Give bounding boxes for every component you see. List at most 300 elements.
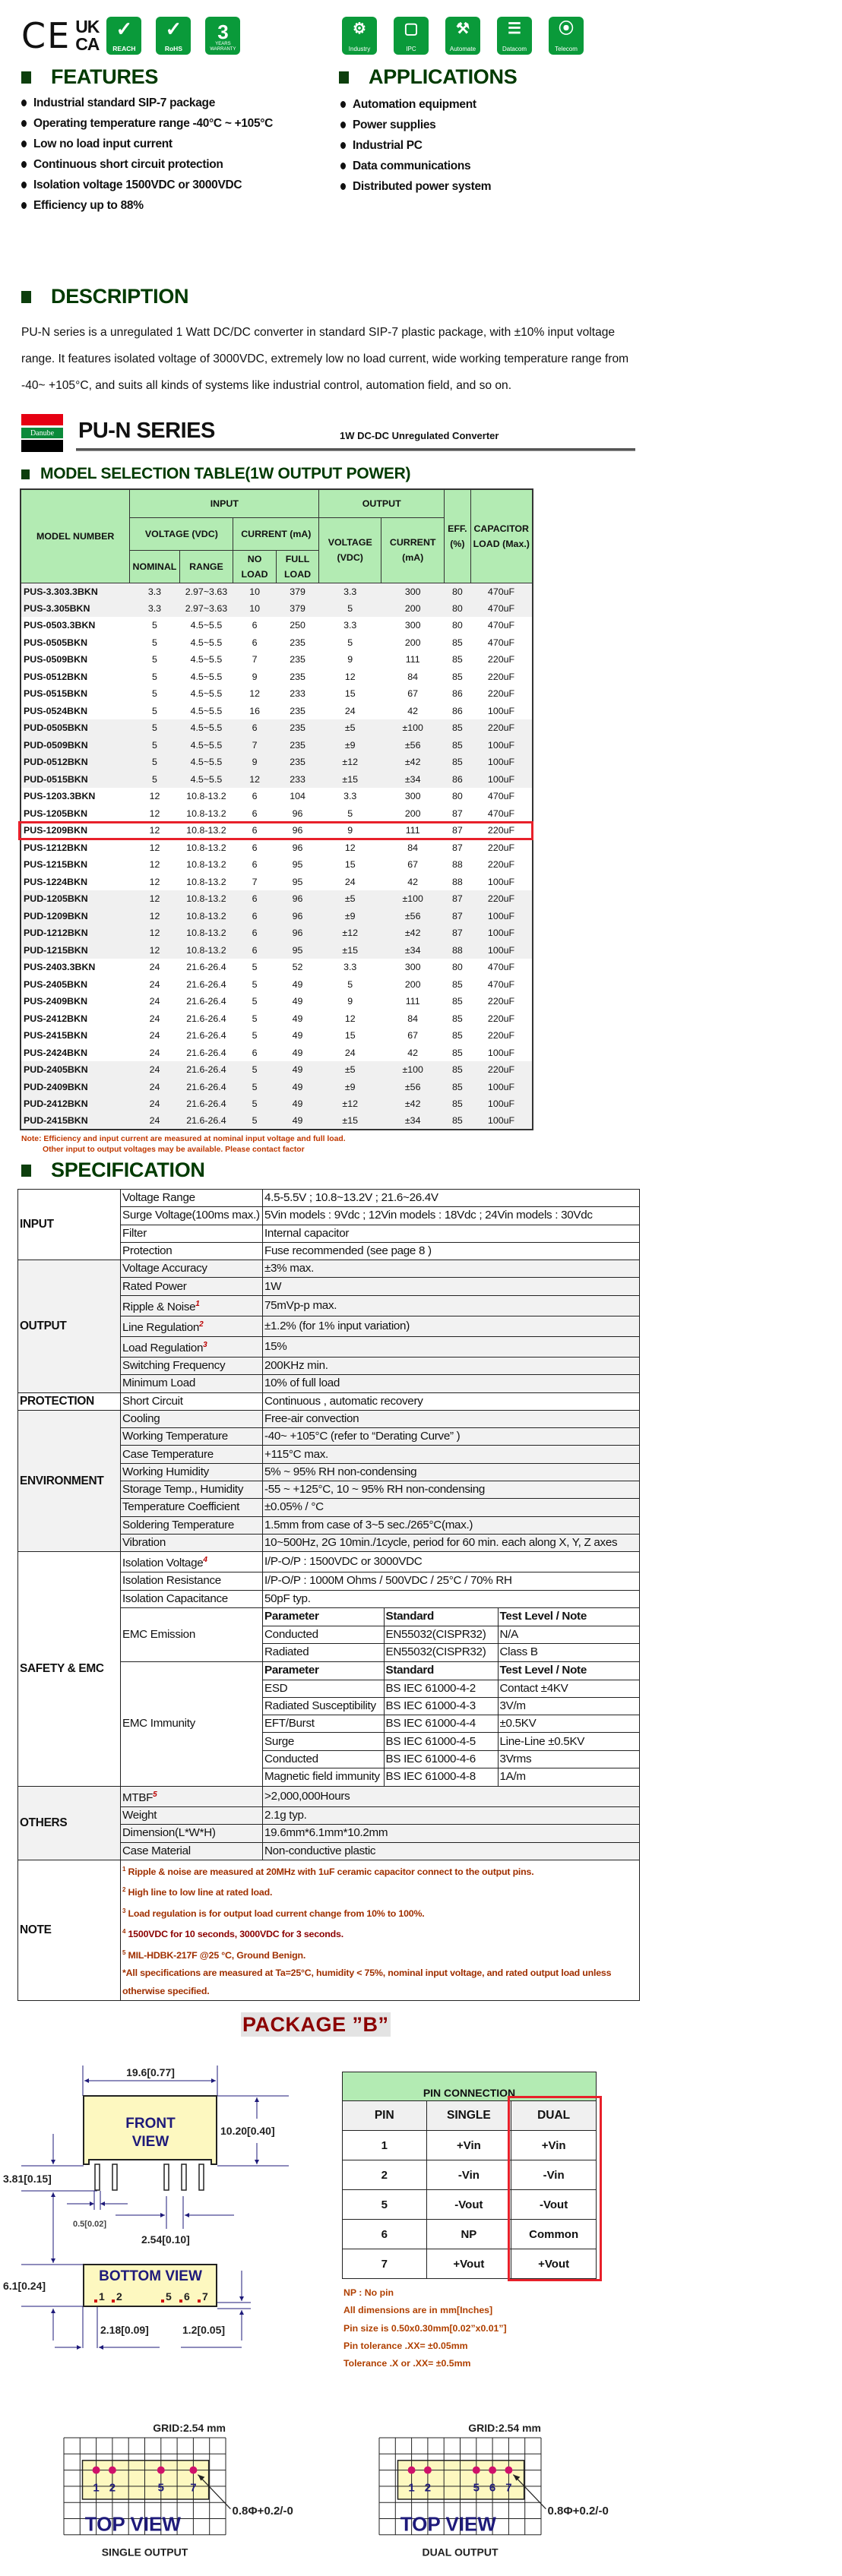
spec-row [18,1410,640,1427]
pin-cell: +Vout [426,2249,511,2279]
footnote-ref: 5 [153,1790,157,1799]
table-cell: 6 [252,1047,258,1058]
pin-hole [109,2467,116,2474]
table-row [21,908,533,925]
spec-row [18,1860,640,2000]
table-cell: 85 [451,978,463,990]
table-cell: 6 [233,719,276,737]
table-cell: 12 [249,688,260,700]
dim-length: 19.6[0.77] [126,2066,175,2078]
table-cell: 86 [445,771,470,789]
table-cell: 5 [319,600,381,618]
pin-number: 2 [109,2481,116,2495]
spec-value: 200KHz min. [263,1357,640,1374]
table-cell: 6 [233,890,276,908]
spec-label: Isolation Voltage$^4$ [121,1552,263,1572]
table-cell: 42 [407,1047,419,1058]
note-line: $^5$ MIL-HDBK-217F @25 °C, Ground Benign. [122,1949,306,1961]
dim-offset-left: 2.18[0.09] [100,2324,149,2336]
table-cell: 10.8-13.2 [179,908,233,925]
table-cell: 85 [451,654,463,665]
footnote-number: 4 [122,1928,126,1936]
spec-row [18,1190,640,1207]
spec-value: ±3% max. [263,1260,640,1278]
grid-label: GRID:2.54 mm [468,2422,541,2434]
spec-label: Weight [121,1806,263,1824]
table-cell: 12 [130,908,179,925]
pin-cell: -Vin [426,2160,511,2190]
industry-badge: ⚙ Industry [342,17,377,55]
bullet-icon [340,101,346,108]
single-output-top-view [64,2422,293,2558]
table-cell: 21.6-26.4 [179,1113,233,1130]
model-number-cell: PUD-0512BKN [21,754,130,771]
table-row [21,1027,533,1045]
pin-cell: NP [426,2220,511,2249]
table-cell: 5 [252,1013,258,1024]
table-row [21,1113,533,1130]
table-cell: ±9 [319,908,381,925]
table-cell: 12 [149,876,160,887]
model-number-cell: PUS-2409BKN [21,993,130,1010]
table-cell: 235 [290,637,305,648]
emc-header: Test Level / Note [498,1608,639,1626]
model-table-note: Note: Efficiency and input current are measured at nominal input voltage and full load. Other input to output voltages may be available. Please contact factor [21,1135,346,1154]
footnote-ref: 4 [203,1556,207,1565]
pin-hole [424,2467,432,2474]
pin-cell: -Vout [426,2190,511,2220]
table-cell: 6 [233,925,276,942]
emc-cell: BS IEC 61000-4-6 [384,1750,498,1768]
datacom-badge: ☰ Datacom [497,17,532,55]
table-cell: 220uF [470,993,533,1010]
table-row [21,737,533,754]
computer-icon: ▢ [404,21,419,37]
table-cell: 95 [292,876,303,887]
table-cell: ±5 [319,890,381,908]
table-cell: ±56 [381,737,445,754]
emc-cell: 3V/m [498,1697,639,1715]
table-cell: 5 [130,754,179,771]
emc-cell: EN55032(CISPR32) [384,1626,498,1643]
model-number-cell: PUD-0509BKN [21,737,130,754]
table-cell: 24 [344,876,356,887]
bullet-icon [340,163,346,169]
table-cell: ±9 [319,737,381,754]
table-cell: 470uF [470,600,533,618]
spec-label: Vibration [121,1534,263,1551]
table-cell: 235 [276,754,318,771]
table-cell: 4.5~5.5 [190,620,223,631]
emc-header: Parameter [263,1662,384,1680]
package-section [0,2012,842,2576]
table-cell: 80 [445,600,470,618]
spec-label: Temperature Coefficient [121,1499,263,1516]
application-item: Industrial PC [340,135,491,156]
table-cell: 85 [451,637,463,648]
table-cell: 10.8-13.2 [186,876,226,887]
model-table-heading: MODEL SELECTION TABLE(1W OUTPUT POWER) [21,465,410,483]
pin-connection-table [342,2072,597,2279]
table-cell: 24 [130,1113,179,1130]
table-cell: 96 [276,925,318,942]
model-number-cell: PUD-1205BKN [21,890,130,908]
emc-cell: BS IEC 61000-4-8 [384,1768,498,1786]
model-number-cell: PUD-1212BKN [21,925,130,942]
spec-label: Filter [121,1225,263,1242]
spec-value: ±0.05% / °C [263,1499,640,1516]
table-cell: 5 [152,688,157,700]
table-cell: 300 [404,791,421,802]
table-cell: 96 [276,908,318,925]
emc-header-row [263,1608,639,1626]
spec-label: Switching Frequency [121,1357,263,1374]
table-cell: 10.8-13.2 [186,859,226,871]
applications-list [340,94,491,197]
spec-label: Case Temperature [121,1446,263,1463]
table-cell: 7 [233,737,276,754]
table-cell: 2.97~3.63 [179,600,233,618]
table-cell: 5 [252,996,258,1007]
table-cell: 86 [451,705,463,716]
table-row [21,993,533,1010]
note-line: *All specifications are measured at Ta=25°C, humidity < 75%, nominal input voltage, and rated output load unless otherwise specified. [122,1968,612,1996]
package-note: All dimensions are in mm[Inches] [343,2305,493,2316]
dim-pin-width: 0.5[0.02] [73,2220,107,2229]
table-cell: 4.5~5.5 [179,719,233,737]
table-row [21,703,533,720]
footnote-ref: 3 [203,1340,207,1349]
emc-cell: Line-Line ±0.5KV [498,1733,639,1750]
emc-cell: Radiated Susceptibility [263,1697,384,1715]
table-cell: 10.8-13.2 [186,791,226,802]
footnote-ref: 2 [199,1320,204,1329]
spec-value: Non-conductive plastic [263,1842,640,1860]
table-cell: 220uF [470,685,533,703]
table-row [21,771,533,789]
header-no-load: NO LOAD [233,550,276,583]
emc-cell: BS IEC 61000-4-5 [384,1733,498,1750]
table-cell: 15 [344,1030,356,1041]
package-note: NP : No pin [343,2287,394,2298]
reach-check-icon: ✓ [116,17,133,40]
pin-number: 7 [190,2481,197,2495]
bottom-view-label: BOTTOM VIEW [99,2268,202,2284]
table-cell: ±34 [381,1113,445,1130]
table-cell: 10.8-13.2 [186,842,226,853]
pin-cell: 7 [343,2249,427,2279]
application-item: Data communications [340,156,491,176]
table-cell: 220uF [470,1027,533,1045]
table-cell: 5 [130,737,179,754]
table-cell: 24 [149,1030,160,1041]
model-number-cell: PUS-3.305BKN [21,600,130,618]
spec-category: OTHERS [18,1786,121,1860]
section-square-icon [21,1165,31,1177]
table-cell: ±5 [319,719,381,737]
table-cell: ±42 [381,754,445,771]
package-note: Pin size is 0.50x0.30mm[0.02”x0.01”] [343,2322,507,2334]
package-note: Pin tolerance .XX= ±0.05mm [343,2340,468,2351]
emc-row [263,1768,639,1786]
table-cell: 4.5~5.5 [190,671,223,682]
table-cell: 470uF [470,634,533,652]
feature-item: Efficiency up to 88% [21,195,273,216]
table-cell: 24 [149,1013,160,1024]
table-row [21,805,533,823]
spec-value: 2.1g typ. [263,1806,640,1824]
table-cell: 9 [233,754,276,771]
table-cell: ±12 [319,925,381,942]
table-cell: 3.3 [343,620,357,631]
table-cell: 85 [445,737,470,754]
spec-row [18,1786,640,1806]
header-output-voltage: VOLTAGE (VDC) [319,517,381,583]
table-row [21,583,533,600]
model-number-cell: PUS-2412BKN [21,1010,130,1028]
table-cell: 235 [276,719,318,737]
table-cell: 84 [407,1013,419,1024]
spec-label: Ripple & Noise$^1$ [121,1295,263,1316]
pin-row [343,2160,597,2190]
hole-dimension: 0.8Φ+0.2/-0 [547,2505,609,2518]
spec-value: Fuse recommended (see page 8 ) [263,1242,640,1260]
emc-cell: 1A/m [498,1768,639,1786]
spec-label: Rated Power [121,1278,263,1295]
ipc-badge: ▢ IPC [394,17,429,55]
table-row [21,1045,533,1062]
header-capacitor-load: CAPACITOR LOAD (Max.) [470,489,533,583]
table-cell: 200 [404,637,421,648]
table-cell: 220uF [470,839,533,857]
table-cell: 67 [407,859,419,871]
bullet-icon [340,183,346,190]
emc-immunity-table [263,1662,639,1786]
spec-label: Minimum Load [121,1375,263,1392]
table-cell: 6 [252,825,258,836]
emc-cell: Conducted [263,1626,384,1643]
pin-marker [112,2299,115,2303]
table-cell: 220uF [470,651,533,668]
table-cell: 5 [347,808,353,819]
table-cell: 21.6-26.4 [179,1095,233,1113]
package-notes [343,2284,507,2372]
model-number-cell: PUS-1224BKN [21,874,130,891]
pin-number: 5 [473,2481,480,2495]
spec-value: 19.6mm*6.1mm*10.2mm [263,1825,640,1842]
model-number-cell: PUS-3.303.3BKN [21,583,130,600]
front-view-label: FRONT [125,2116,176,2132]
model-number-cell: PUD-2405BKN [21,1061,130,1079]
table-cell: 15 [344,688,356,700]
table-cell: 49 [276,1061,318,1079]
model-number-cell: PUS-0512BKN [21,668,130,686]
table-cell: 470uF [470,788,533,805]
table-cell: 6 [252,808,258,819]
table-row [21,976,533,994]
table-cell: 88 [445,942,470,959]
pin-row [343,2190,597,2220]
table-cell: ±15 [319,1113,381,1130]
feature-item: Low no load input current [21,134,273,154]
table-cell: 470uF [470,617,533,634]
table-cell: 12 [130,890,179,908]
header-range: RANGE [179,550,233,583]
pin-hole [189,2467,197,2474]
spec-value: 1.5mm from case of 3~5 sec./265°C(max.) [263,1516,640,1534]
spec-category: INPUT [18,1190,121,1260]
series-subtitle: 1W DC-DC Unregulated Converter [340,430,499,441]
table-cell: 200 [404,978,421,990]
table-cell: 21.6-26.4 [186,1030,226,1041]
table-cell: 85 [445,1113,470,1130]
table-cell: 3.3 [343,791,357,802]
pin-row [343,2220,597,2249]
table-cell: 88 [451,876,463,887]
model-number-cell: PUD-2412BKN [21,1095,130,1113]
model-number-cell: PUD-0515BKN [21,771,130,789]
top-view-label: TOP VIEW [84,2512,181,2536]
note-line: $^1$ Ripple & noise are measured at 20MHz with 1uF ceramic capacitor connect to the output pins. [122,1865,534,1877]
pin-cell: +Vin [426,2131,511,2160]
package-title: PACKAGE ”B” [242,2013,389,2036]
emc-row [263,1680,639,1697]
table-cell: 3.3 [130,600,179,618]
pin-hole [93,2467,100,2474]
spec-label: Case Material [121,1842,263,1860]
spec-label: Working Humidity [121,1463,263,1481]
front-view-label-2: VIEW [131,2134,169,2150]
pin-number: 2 [424,2481,432,2495]
antenna-icon: ⦿ [559,21,574,37]
bullet-icon [21,120,27,127]
table-cell: 87 [451,825,463,836]
table-cell: 24 [149,962,160,973]
features-list [21,93,273,216]
table-cell: 85 [451,671,463,682]
table-cell: 87 [445,890,470,908]
table-cell: 21.6-26.4 [186,1047,226,1058]
table-cell: 4.5~5.5 [179,754,233,771]
table-cell: ±9 [319,1079,381,1096]
table-cell: 85 [451,1013,463,1024]
model-number-cell: PUD-2415BKN [21,1113,130,1130]
table-cell: 300 [404,620,421,631]
header-efficiency: EFF. (%) [445,489,470,583]
emc-header: Parameter [263,1608,384,1626]
emc-row [263,1643,639,1661]
table-cell: 300 [404,962,421,973]
table-cell: ±34 [381,771,445,789]
table-cell: 233 [290,688,305,700]
table-cell: 85 [451,1030,463,1041]
emc-cell: Conducted [263,1750,384,1768]
table-cell: 96 [276,890,318,908]
table-cell: 95 [276,942,318,959]
header-input-current: CURRENT (mA) [233,517,319,550]
footnote-number: 3 [122,1907,126,1914]
spec-value: -40~ +105°C (refer to “Derating Curve” ) [263,1428,640,1446]
pin-number: 7 [202,2290,208,2303]
emc-cell: ESD [263,1680,384,1697]
pin-number: 6 [184,2290,190,2303]
table-cell: 200 [404,808,421,819]
table-cell: 49 [292,1013,303,1024]
table-cell: 100uF [470,942,533,959]
header-nominal: NOMINAL [130,550,179,583]
features-heading: FEATURES [21,65,158,89]
table-cell: 5 [252,1030,258,1041]
section-square-icon [21,71,31,84]
table-cell: 24 [149,978,160,990]
table-cell: 85 [445,1095,470,1113]
table-cell: 100uF [470,1095,533,1113]
model-number-cell: PUD-1209BKN [21,908,130,925]
table-row [21,942,533,959]
spec-label: Cooling [121,1410,263,1427]
spec-row [18,1392,640,1410]
table-cell: 5 [233,1113,276,1130]
pin-marker [94,2299,97,2303]
emc-header: Standard [384,1662,498,1680]
table-cell: 49 [292,1047,303,1058]
note-line: $^4$ 1500VDC for 10 seconds, 3000VDC for 3 seconds. [122,1928,343,1940]
ukca-mark-icon: UK CA [75,17,100,54]
table-cell: 87 [445,925,470,942]
header-full-load: FULL LOAD [276,550,318,583]
table-cell: 80 [445,583,470,600]
table-row [21,1061,533,1079]
table-cell: 6 [252,637,258,648]
emc-cell: EN55032(CISPR32) [384,1643,498,1661]
table-cell: 87 [451,808,463,819]
emc-cell: N/A [498,1626,639,1643]
spec-category: NOTE [18,1860,121,2000]
bullet-icon [340,142,346,149]
table-cell: 300 [381,583,445,600]
table-row [21,719,533,737]
application-badges [342,17,584,55]
table-cell: 88 [451,859,463,871]
pin-cell: 6 [343,2220,427,2249]
table-cell: 24 [344,1047,356,1058]
table-cell: 470uF [470,583,533,600]
feature-item: Operating temperature range -40°C ~ +105°C [21,113,273,134]
table-cell: 5 [152,671,157,682]
database-icon: ☰ [508,21,521,37]
spec-label: Surge Voltage(100ms max.) [121,1207,263,1225]
table-cell: ±42 [381,925,445,942]
table-row [21,925,533,942]
bullet-icon [21,202,27,209]
table-cell: 96 [292,825,303,836]
table-cell: 85 [451,996,463,1007]
table-row [21,839,533,857]
table-cell: 220uF [470,719,533,737]
section-square-icon [339,71,349,84]
spec-label: Line Regulation$^2$ [121,1316,263,1336]
spec-category: ENVIRONMENT [18,1410,121,1551]
top-view-caption: DUAL OUTPUT [422,2546,499,2559]
table-cell: 5 [152,637,157,648]
table-cell: 5 [152,705,157,716]
dim-pin-length: 3.81[0.15] [3,2173,52,2185]
pin-cell: +Vin [511,2131,597,2160]
table-cell: 5 [252,978,258,990]
table-cell: 21.6-26.4 [186,996,226,1007]
table-cell: ±42 [381,1095,445,1113]
table-cell: 10.8-13.2 [179,942,233,959]
